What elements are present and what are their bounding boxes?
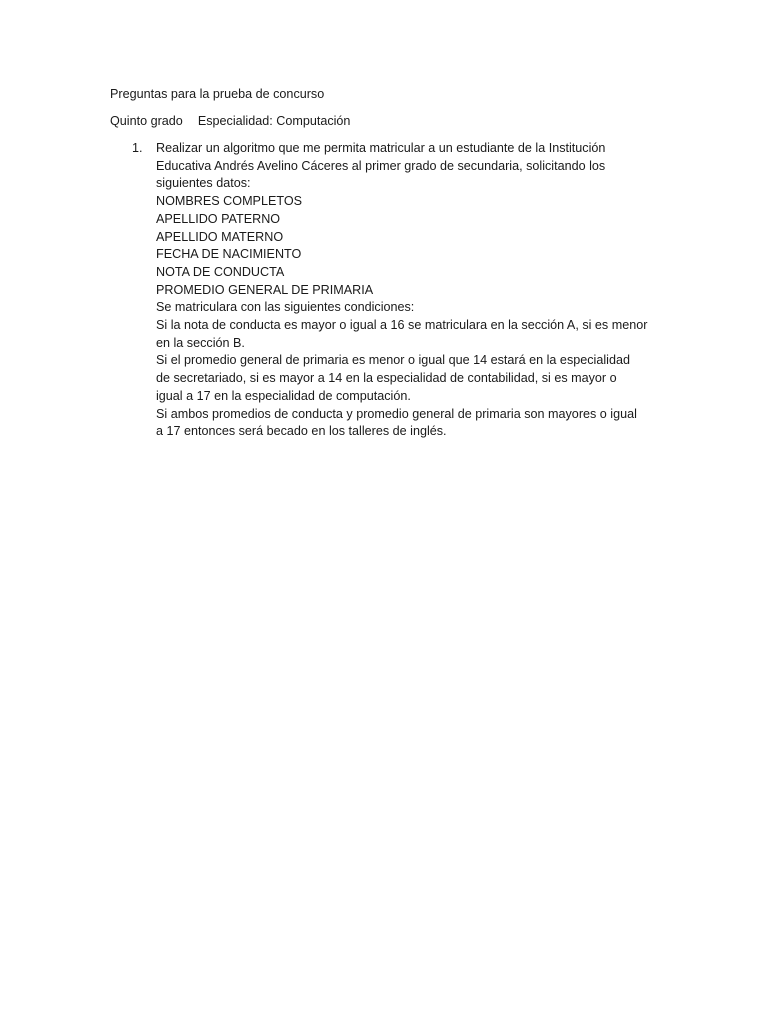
- condition-line: de secretariado, si es mayor a 14 en la especialidad de contabilidad, si es mayor o: [156, 371, 617, 386]
- question-line: siguientes datos:: [156, 176, 251, 191]
- question-line: Realizar un algoritmo que me permita matricular a un estudiante de la Institución: [156, 141, 606, 155]
- data-field-line: APELLIDO PATERNO: [156, 211, 281, 226]
- condition-line: Se matricularа con las siguientes condiciones:: [156, 300, 415, 315]
- question-body: [156, 140, 666, 441]
- condition-line: Si la nota de conducta es mayor o igual a 16 se matricularа en la sección A, si es menor: [156, 318, 648, 333]
- condition-line: a 17 entonces será becado en los talleres de inglés.: [156, 424, 447, 439]
- document-title: Preguntas para la prueba de concurso: [110, 87, 325, 101]
- condition-line: Si el promedio general de primaria es menor o igual que 14 estará en la especialidad: [156, 353, 630, 368]
- condition-line: Si ambos promedios de conducta y promedio general de primaria son mayores o igual: [156, 406, 637, 421]
- question-number: 1.: [132, 141, 143, 155]
- data-field-line: PROMEDIO GENERAL DE PRIMARIA: [156, 282, 374, 297]
- data-field-line: FECHA DE NACIMIENTO: [156, 247, 302, 262]
- data-field-line: NOMBRES COMPLETOS: [156, 194, 303, 209]
- condition-line: igual a 17 en la especialidad de computación.: [156, 388, 411, 403]
- condition-line: en la sección B.: [156, 335, 245, 350]
- grade-specialty-line: [110, 113, 350, 131]
- specialty-label: Especialidad: Computación: [197, 114, 351, 128]
- question-line: Educativa Andrés Avelino Cáceres al primer grado de secundaria, solicitando los: [156, 158, 606, 173]
- data-field-line: NOTA DE CONDUCTA: [156, 264, 285, 279]
- grade-label: Quinto grado: [110, 114, 183, 128]
- data-field-line: APELLIDO MATERNO: [156, 229, 284, 244]
